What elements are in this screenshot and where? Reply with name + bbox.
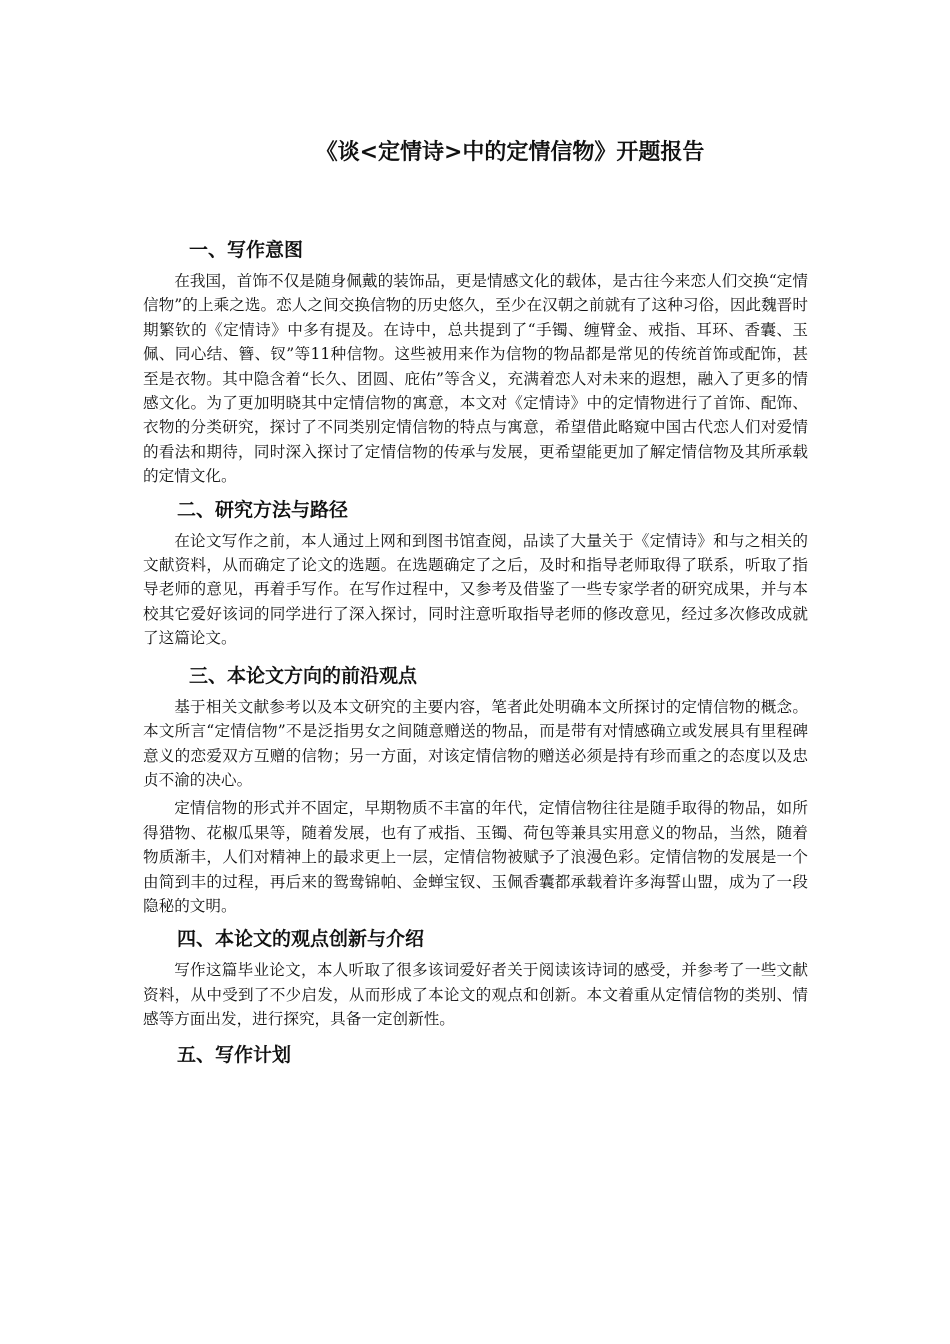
section-innovation xyxy=(143,922,808,1031)
paragraph: 在论文写作之前，本人通过上网和到图书馆查阅，品读了大量关于《定情诗》和与之相关的文献资料，从而确定了论文的选题。在选题确定了之后，及时和指导老师取得了联系，听取了指导老师的意见，再着手写作。在写作过程中，又参考及借鉴了一些专家学者的研究成果，并与本校其它爱好该词的同学进行了深入探讨，同时注意听取指导老师的修改意见，经过多次修改成就了这篇论文。 xyxy=(143,531,808,648)
section-heading: 四、本论文的观点创新与介绍 xyxy=(177,928,425,951)
document-body xyxy=(143,233,808,1074)
section-heading: 一、写作意图 xyxy=(189,239,304,261)
section-writing-plan xyxy=(143,1038,808,1072)
section-research-method xyxy=(143,493,808,651)
paragraph: 写作这篇毕业论文，本人听取了很多该词爱好者关于阅读该诗词的感受，并参考了一些文献资料，从中受到了不少启发，从而形成了本论文的观点和创新。本文着重从定情信物的类别、情感等方面出发，进行探究，具备一定创新性。 xyxy=(143,961,808,1029)
paragraph: 定情信物的形式并不固定，早期物质不丰富的年代，定情信物往往是随手取得的物品，如所得猎物、花椒瓜果等，随着发展，也有了戒指、玉镯、荷包等兼具实用意义的物品，当然，随着物质渐丰，人们对精神上的最求更上一层，定情信物被赋予了浪漫色彩。定情信物的发展是一个由简到丰的过程，再后来的鸳鸯锦帕、金蝉宝钗、玉佩香囊都承载着许多海誓山盟，成为了一段隐秘的文明。 xyxy=(143,799,808,915)
paragraph: 在我国，首饰不仅是随身佩戴的装饰品，更是情感文化的载体，是古往今来恋人们交换“定情信物”的上乘之选。恋人之间交换信物的历史悠久，至少在汉朝之前就有了这种习俗，因此魏晋时期繁钦的《定情诗》中多有提及。在诗中，总共提到了“手镯、缠臂金、戒指、耳环、香囊、玉佩、同心结、簪、钗”等11种信物。这些被用来作为信物的物品都是常见的传统首饰或配饰，甚至是衣物。其中隐含着“长久、团圆、庇佑”等含义，充满着恋人对未来的遐想，融入了更多的情感文化。为了更加明晓其中定情信物的寓意，本文对《定情诗》中的定情物进行了首饰、配饰、衣物的分类研究，探讨了不同类别定情信物的特点与寓意，希望借此略窥中国古代恋人们对爱情的看法和期待，同时深入探讨了定情信物的传承与发展，更希望能更加了解定情信物及其所承载的定情文化。 xyxy=(143,272,808,486)
section-heading: 五、写作计划 xyxy=(177,1043,292,1066)
section-heading: 三、本论文方向的前沿观点 xyxy=(189,664,418,687)
section-writing-intent xyxy=(143,233,808,489)
paragraph: 基于相关文献参考以及本文研究的主要内容，笔者此处明确本文所探讨的定情信物的概念。本文所言“定情信物”不是泛指男女之间随意赠送的物品，而是带有对情感确立或发展具有里程碑意义的恋爱双方互赠的信物；另一方面，对该定情信物的赠送必须是持有珍而重之的态度以及忠贞不渝的决心。 xyxy=(143,697,808,789)
document-title: 《谈<定情诗>中的定情信物》开题报告 xyxy=(315,140,705,165)
section-frontier-views xyxy=(143,659,808,919)
section-heading: 二、研究方法与路径 xyxy=(177,498,349,521)
